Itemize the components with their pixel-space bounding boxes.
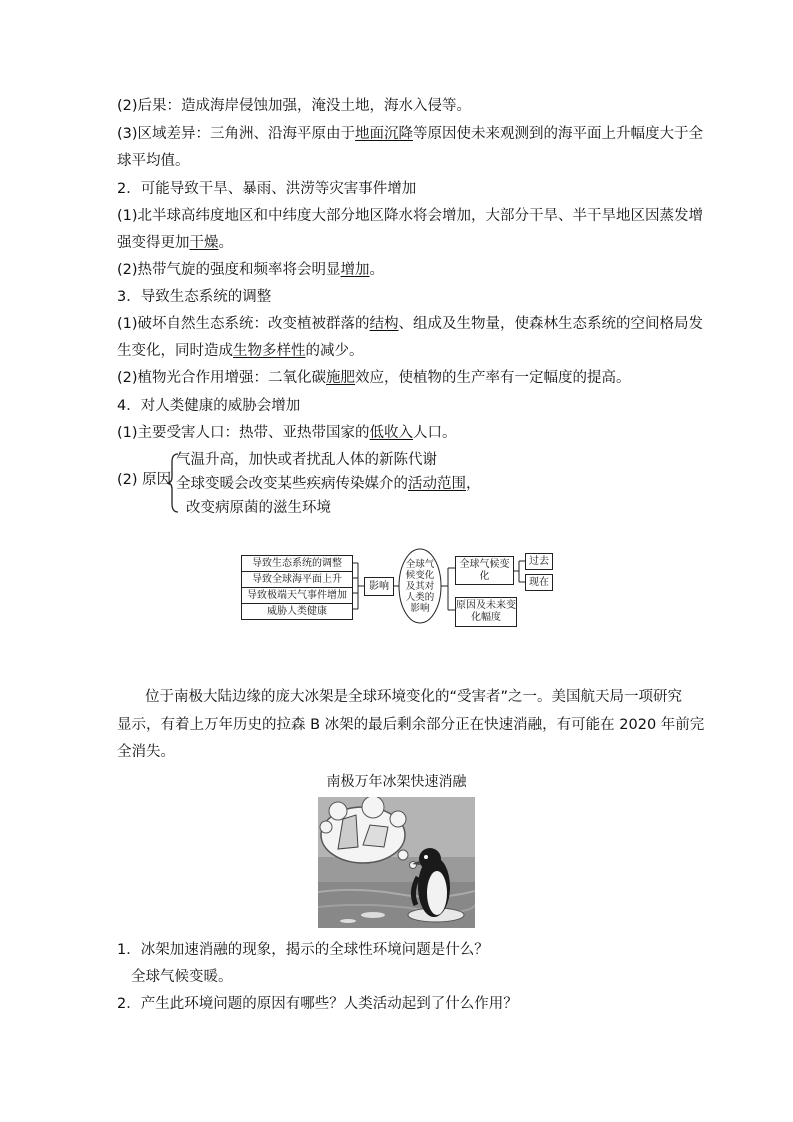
- text-line: 球平均值。: [117, 153, 190, 169]
- diagram-right-box: 全球气候变化: [455, 556, 514, 585]
- brace-item: 全球变暖会改变某些疾病传染媒介的活动范围，: [176, 476, 481, 492]
- text-line: (1)主要受害人口：热带、亚热带国家的低收入人口。: [117, 425, 457, 441]
- figure-caption: 南极万年冰架快速消融: [326, 774, 467, 790]
- brace-item: 气温升高，加快或者扰乱人体的新陈代谢: [176, 452, 437, 468]
- brace-label: (2) 原因: [117, 472, 172, 488]
- diagram-center-label: 全球气候变化及其对人类的影响: [405, 558, 435, 614]
- passage-line: 显示，有着上万年历史的拉森 B 冰架的最后剩余部分正在快速消融，有可能在 2020 年前完: [117, 717, 705, 733]
- text-line: (2)热带气旋的强度和频率将会明显增加。: [117, 262, 385, 278]
- diagram-left-item: 导致生态系统的调整: [241, 555, 353, 572]
- underlined-term: 施肥: [326, 370, 356, 386]
- section-heading: 4．对人类健康的威胁会增加: [117, 398, 301, 414]
- penguin-illustration: [318, 797, 475, 928]
- passage-line: 全消失。: [117, 744, 175, 760]
- underlined-term: 活动范围: [408, 476, 466, 492]
- diagram-left-item: 威胁人类健康: [241, 604, 353, 620]
- question-line: 1．冰架加速消融的现象，揭示的全球性环境问题是什么？: [117, 942, 489, 958]
- text-line: 强变得更加干燥。: [117, 235, 233, 251]
- underlined-term: 生物多样性: [233, 343, 306, 359]
- answer-line: 全球气候变暖。: [131, 969, 233, 985]
- text-line: 生变化，同时造成生物多样性的减少。: [117, 343, 364, 359]
- underlined-term: 地面沉降: [355, 126, 414, 142]
- underlined-term: 结构: [369, 316, 399, 332]
- section-heading: 3．导致生态系统的调整: [117, 289, 272, 305]
- section-heading: 2．可能导致干旱、暴雨、洪涝等灾害事件增加: [117, 181, 417, 197]
- text-line: (1)破坏自然生态系统：改变植被群落的结构、组成及生物量，使森林生态系统的空间格局发: [117, 316, 704, 332]
- diagram-left-item: 导致全球海平面上升: [241, 572, 353, 588]
- text-line: (2)后果：造成海岸侵蚀加强，淹没土地，海水入侵等。: [117, 98, 472, 114]
- text-line: (2)植物光合作用增强：二氧化碳施肥效应，使植物的生产率有一定幅度的提高。: [117, 370, 631, 386]
- diagram-left-item: 导致极端天气事件增加: [241, 588, 353, 604]
- passage-line: 位于南极大陆边缘的庞大冰架是全球环境变化的“受害者”之一。美国航天局一项研究: [145, 689, 683, 705]
- diagram-far-box: 现在: [525, 574, 553, 591]
- diagram-far-box: 过去: [525, 553, 553, 570]
- underlined-term: 增加: [340, 262, 370, 278]
- brace-item: 改变病原菌的滋生环境: [186, 500, 331, 516]
- diagram-mid-box: 影响: [364, 577, 394, 596]
- underlined-term: 低收入: [369, 425, 414, 441]
- underlined-term: 干燥: [189, 235, 219, 251]
- diagram-right-box: 原因及未来变化幅度: [455, 597, 517, 627]
- question-line: 2．产生此环境问题的原因有哪些？人类活动起到了什么作用？: [117, 996, 518, 1012]
- text-line: (3)区域差异：三角洲、沿海平原由于地面沉降等原因使未来观测到的海平面上升幅度大于全: [117, 126, 704, 142]
- text-line: (1)北半球高纬度地区和中纬度大部分地区降水将会增加，大部分干旱、半干旱地区因蒸发增: [117, 208, 704, 224]
